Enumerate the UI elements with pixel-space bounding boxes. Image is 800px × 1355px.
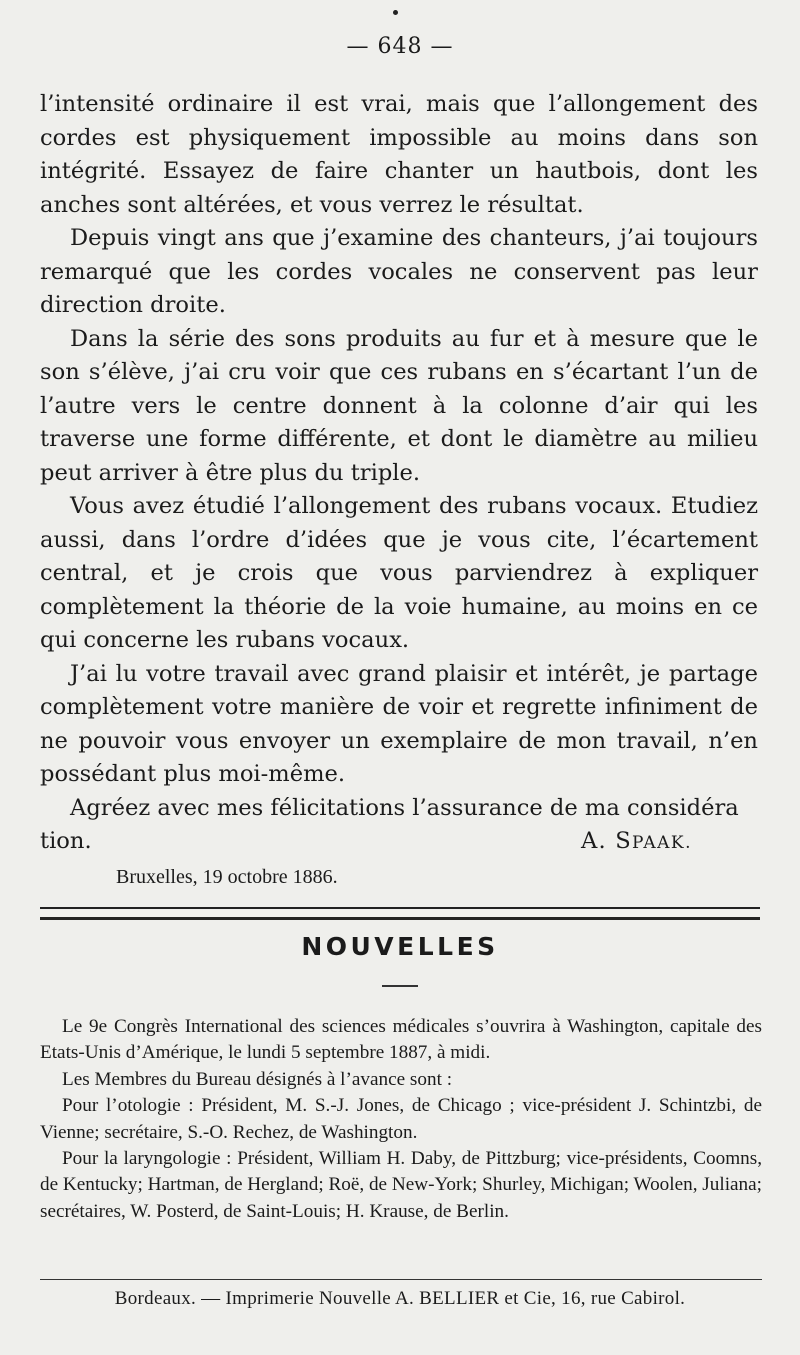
closing-signature-row bbox=[40, 825, 758, 861]
news-paragraph: Pour la laryngologie : Président, William H. Daby, de Pittzburg; vice-présidents, Coomns, de Kentucky; Hartman, de Hergland; Roë, de New-York; Shurley, Michigan; Woolen, Juliana; secrétaires, W. Posterd, de Saint-Louis; H. Krause, de Berlin. bbox=[40, 1148, 762, 1222]
printer-imprint: Bordeaux. — Imprimerie Nouvelle A. BELLIER et Cie, 16, rue Cabirol. bbox=[114, 1288, 686, 1309]
letter-closing: Agréez avec mes félicitations l’assurance de ma considéra bbox=[70, 794, 739, 821]
letter-body bbox=[40, 88, 758, 893]
signature-surname: PAAK. bbox=[631, 833, 692, 853]
letter-closing-end: tion. bbox=[40, 828, 92, 854]
place-date: Bruxelles, 19 octobre 1886. bbox=[116, 865, 338, 888]
section-heading: NOUVELLES bbox=[301, 932, 499, 961]
letter-paragraph: J’ai lu votre travail avec grand plaisir et intérêt, je partage complètement votre manière de voir et regrette infiniment de ne pouvoir vous envoyer un exemplaire de mon travail, n’en possédant plus moi-même. bbox=[40, 660, 758, 787]
letter-paragraph: Dans la série des sons produits au fur et à mesure que le son s’élève, j’ai cru voir que ces rubans en s’écartant l’un de l’autre vers le centre donnent à la colonne d’air qui les traverse une forme différente, et dont le diamètre au milieu peut arriver à être plus du triple. bbox=[40, 325, 758, 486]
ink-dot bbox=[393, 10, 398, 15]
signature-initial: A. S bbox=[580, 828, 632, 854]
page-number: — 648 — bbox=[346, 34, 454, 59]
heading-underline bbox=[382, 985, 418, 987]
letter-paragraph: Depuis vingt ans que j’examine des chanteurs, j’ai toujours remarqué que les cordes vocales ne conservent pas leur direction droite. bbox=[40, 225, 758, 318]
letter-paragraph: Vous avez étudié l’allongement des rubans vocaux. Etudiez aussi, dans l’ordre d’idées que je vous cite, l’écartement central, et je crois que vous parviendrez à expliquer complètement la théorie de la voie humaine, au moins en ce qui concerne les rubans vocaux. bbox=[40, 493, 758, 653]
news-paragraph: Le 9e Congrès International des sciences médicales s’ouvrira à Washington, capitale des Etats-Unis d’Amérique, le lundi 5 septembre 1887, à midi. bbox=[40, 1016, 762, 1064]
signature bbox=[581, 825, 758, 861]
news-paragraph: Les Membres du Bureau désignés à l’avance sont : bbox=[62, 1068, 453, 1090]
footer-divider bbox=[40, 1279, 762, 1280]
letter-paragraph: l’intensité ordinaire il est vrai, mais que l’allongement des cordes est physiquement impossible au moins dans son intégrité. Essayez de faire chanter un hautbois, dont les anches sont altérées, et vous verrez le résultat. bbox=[40, 91, 758, 218]
section-divider bbox=[40, 907, 760, 920]
news-body bbox=[40, 1014, 762, 1225]
news-paragraph: Pour l’otologie : Président, M. S.-J. Jones, de Chicago ; vice-président J. Schintzbi, de Vienne; secrétaire, S.-O. Rechez, de Washington. bbox=[40, 1095, 762, 1143]
